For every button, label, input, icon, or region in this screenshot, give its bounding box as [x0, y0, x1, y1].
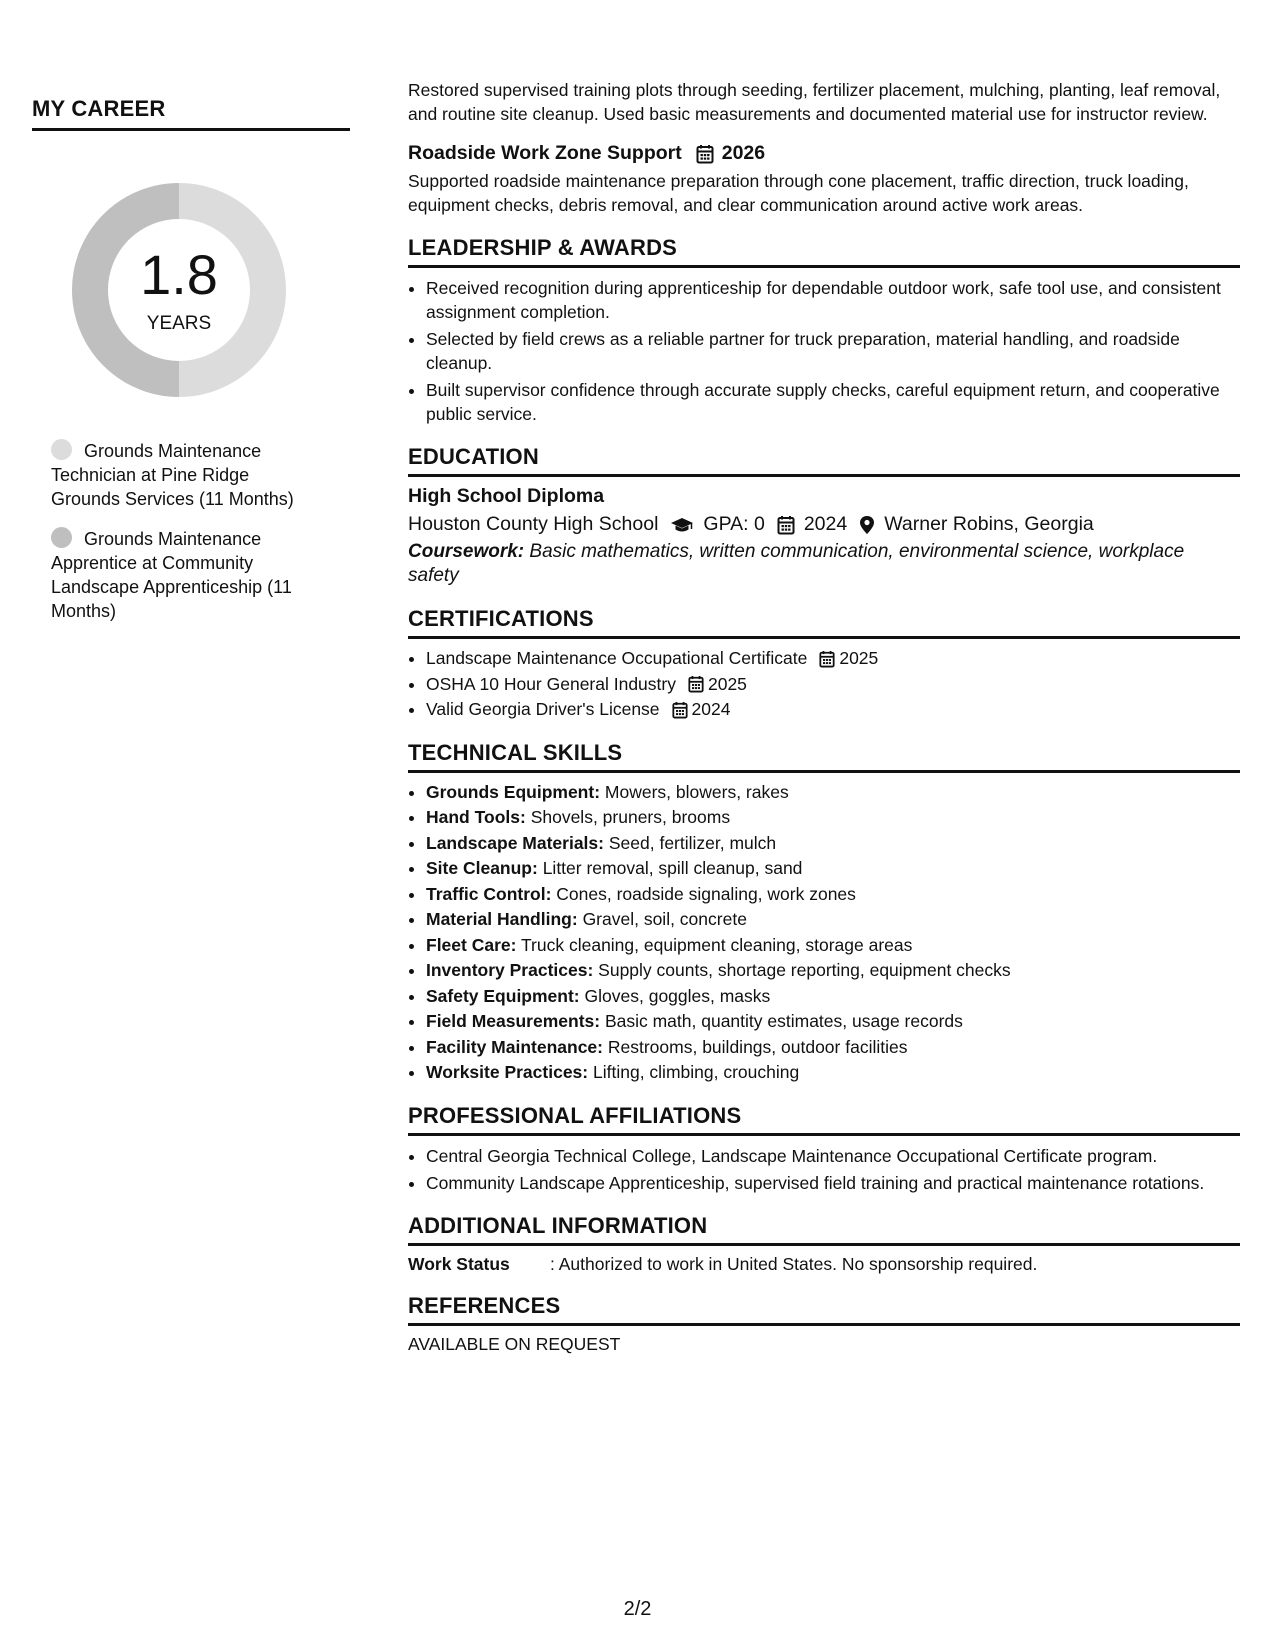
skills-section — [408, 740, 1240, 1085]
skill-label: Hand Tools: — [426, 807, 526, 827]
skill-item — [426, 1010, 1240, 1034]
page-number: 2/2 — [623, 1598, 652, 1620]
skill-item — [426, 883, 1240, 907]
list-item — [426, 647, 1240, 671]
graduation-year: 2024 — [803, 513, 848, 535]
skill-label: Landscape Materials: — [426, 832, 604, 853]
skill-value: Basic math, quantity estimates, usage records — [604, 1011, 963, 1031]
skill-label: Inventory Practices: — [426, 960, 594, 980]
leadership-list — [408, 276, 1240, 426]
certifications-heading: CERTIFICATIONS — [408, 606, 1240, 639]
skill-value: Litter removal, spill cleanup, sand — [542, 858, 803, 878]
skill-label: Grounds Equipment: — [426, 781, 601, 802]
skill-item — [426, 1036, 1240, 1060]
references-section — [408, 1293, 1240, 1355]
education-details — [408, 513, 1240, 536]
cert-name: • OSHA 10 Hour General Industry — [426, 673, 676, 694]
coursework-label: Coursework: — [408, 541, 525, 562]
degree: High School Diploma — [408, 485, 605, 507]
cert-year: 2024 — [691, 699, 731, 719]
skill-item — [426, 806, 1240, 830]
skill-value: Gravel, soil, concrete — [582, 909, 747, 929]
affiliations-heading: PROFESSIONAL AFFILIATIONS — [408, 1103, 1240, 1136]
additional-heading: ADDITIONAL INFORMATION — [408, 1213, 1240, 1246]
skill-value: Supply counts, shortage reporting, equipment checks — [598, 960, 1011, 980]
list-item: • Received recognition during apprenticeship for dependable outdoor work, safe tool use, and consistent assignment completion. — [426, 276, 1240, 324]
cert-year: 2025 — [839, 648, 879, 668]
experience-donut — [64, 175, 294, 405]
list-item: • Central Georgia Technical College, Landscape Maintenance Occupational Certificate program. — [426, 1144, 1240, 1168]
calendar-icon — [696, 144, 714, 164]
job-description: Supported roadside maintenance preparation through cone placement, traffic direction, truck loading, equipment checks, debris removal, and clear communication around active work areas. — [408, 171, 1189, 215]
calendar-icon — [819, 650, 835, 668]
job-year: 2026 — [721, 142, 766, 164]
skill-value: Shovels, pruners, brooms — [530, 807, 731, 827]
skill-label: Worksite Practices: — [426, 1062, 589, 1082]
leadership-section — [408, 235, 1240, 426]
career-heading: MY CAREER — [32, 96, 350, 131]
job-title: Roadside Work Zone Support — [408, 142, 682, 164]
skill-label: Safety Equipment: — [426, 985, 580, 1006]
skill-item — [426, 832, 1240, 856]
affiliations-section — [408, 1103, 1240, 1195]
calendar-icon — [672, 701, 688, 719]
skill-item — [426, 985, 1240, 1009]
experience-unit: YEARS — [146, 313, 212, 334]
skill-item — [426, 857, 1240, 881]
skill-label: Fleet Care: — [426, 934, 517, 955]
skill-value: Seed, fertilizer, mulch — [608, 832, 777, 853]
coursework-text: Basic mathematics, written communication, environmental science, workplace safety — [408, 541, 1185, 586]
skill-item — [426, 781, 1240, 805]
skill-item — [426, 934, 1240, 958]
school-location: Warner Robins, Georgia — [884, 513, 1094, 535]
job-title-row — [408, 142, 1240, 165]
references-heading: REFERENCES — [408, 1293, 1240, 1326]
cert-year: 2025 — [707, 673, 747, 694]
career-item-text: Grounds Maintenance Technician at Pine Ridge Grounds Services (11 Months) — [51, 441, 294, 509]
graduation-cap-icon — [670, 516, 694, 534]
career-item — [51, 439, 321, 511]
skill-item — [426, 959, 1240, 983]
map-pin-icon — [859, 515, 875, 535]
skill-value: Gloves, goggles, masks — [584, 985, 771, 1006]
list-item — [426, 698, 1240, 722]
work-status-label: Work Status — [408, 1253, 510, 1274]
left-column — [32, 96, 350, 639]
experience-intro: Restored supervised training plots through seeding, fertilizer placement, mulching, planting, leaf removal, and routine site cleanup. Used basic measurements and documented material use for instructor review. — [408, 80, 1221, 124]
career-history — [51, 439, 350, 623]
skill-value: Lifting, climbing, crouching — [593, 1062, 800, 1082]
career-item — [51, 527, 321, 623]
right-column — [408, 78, 1240, 1355]
certifications-list — [408, 647, 1240, 722]
cert-name: • Landscape Maintenance Occupational Certificate — [426, 648, 808, 668]
education-section — [408, 444, 1240, 588]
legend-dot — [51, 439, 72, 460]
skill-value: Truck cleaning, equipment cleaning, storage areas — [521, 934, 913, 955]
gpa: GPA: 0 — [703, 513, 765, 535]
cert-name: • Valid Georgia Driver's License — [426, 699, 660, 719]
list-item: • Built supervisor confidence through accurate supply checks, careful equipment return, and cooperative public service. — [426, 378, 1240, 426]
leadership-heading: LEADERSHIP & AWARDS — [408, 235, 1240, 268]
experience-value: 1.8 — [140, 243, 218, 306]
skills-heading: TECHNICAL SKILLS — [408, 740, 1240, 773]
skill-label: Site Cleanup: — [426, 858, 538, 878]
work-status-row — [408, 1254, 1240, 1275]
calendar-icon — [688, 675, 704, 693]
legend-dot — [51, 527, 72, 548]
skill-value: Mowers, blowers, rakes — [604, 781, 789, 802]
career-item-text: Grounds Maintenance Apprentice at Community Landscape Apprenticeship (11 Months) — [51, 529, 292, 621]
affiliations-list — [408, 1144, 1240, 1195]
school-name: Houston County High School — [408, 513, 659, 535]
calendar-icon — [777, 515, 795, 535]
references-text: AVAILABLE ON REQUEST — [408, 1333, 621, 1354]
skill-item — [426, 908, 1240, 932]
work-status-value: : Authorized to work in United States. No sponsorship required. — [550, 1253, 1038, 1274]
skill-item — [426, 1061, 1240, 1085]
additional-section — [408, 1213, 1240, 1275]
skill-value: Cones, roadside signaling, work zones — [556, 883, 856, 904]
certifications-section — [408, 606, 1240, 722]
skill-label: Traffic Control: — [426, 883, 552, 904]
skill-label: Field Measurements: — [426, 1011, 601, 1031]
coursework — [408, 540, 1240, 588]
education-heading: EDUCATION — [408, 444, 1240, 477]
skill-label: Facility Maintenance: — [426, 1036, 603, 1057]
skill-value: Restrooms, buildings, outdoor facilities — [607, 1036, 908, 1057]
list-item: • Selected by field crews as a reliable partner for truck preparation, material handling, and roadside cleanup. — [426, 327, 1240, 375]
list-item — [426, 673, 1240, 697]
skills-list — [408, 781, 1240, 1085]
list-item: • Community Landscape Apprenticeship, supervised field training and practical maintenance rotations. — [426, 1171, 1240, 1195]
skill-label: Material Handling: — [426, 909, 578, 929]
